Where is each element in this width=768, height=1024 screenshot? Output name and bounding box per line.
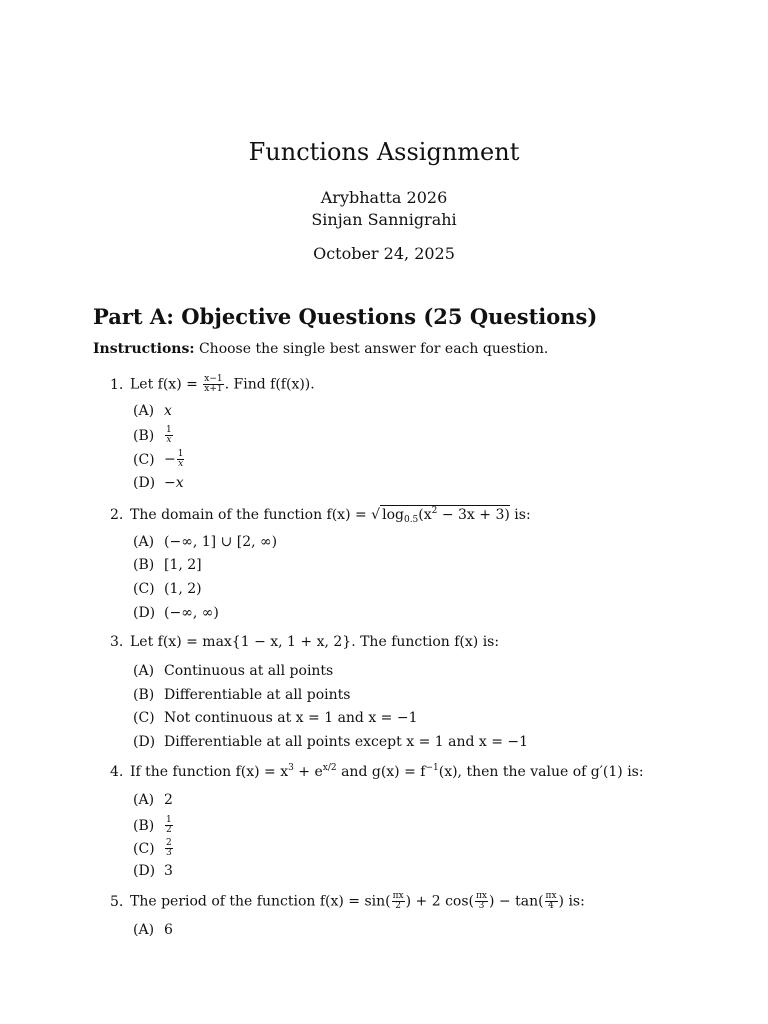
option-text: 3 xyxy=(164,863,173,879)
question-number: 1. xyxy=(110,376,124,393)
question-number: 5. xyxy=(110,893,124,910)
option-label: (C) xyxy=(133,581,155,597)
option-label: (D) xyxy=(133,863,156,879)
option-3d xyxy=(133,734,528,750)
option-text: Not continuous at x = 1 and x = −1 xyxy=(164,710,418,726)
fraction xyxy=(203,375,223,394)
log-argument: (x xyxy=(418,507,432,523)
log-argument-rest: − 3x + 3) xyxy=(437,507,510,523)
exponent: x/2 xyxy=(322,763,337,773)
section-heading: Part A: Objective Questions (25 Questions) xyxy=(93,304,598,329)
option-label: (B) xyxy=(133,557,155,573)
option-text: Differentiable at all points xyxy=(164,687,351,703)
question-number: 4. xyxy=(110,764,124,780)
log-base: 0.5 xyxy=(403,515,419,525)
option-label: (D) xyxy=(133,734,156,750)
option-label: (D) xyxy=(133,605,156,621)
fraction-numerator: πx xyxy=(392,891,404,901)
option-3c xyxy=(133,710,418,726)
fraction xyxy=(165,839,173,858)
question-text: Let f(x) = max{1 − x, 1 + x, 2}. The function f(x) is: xyxy=(130,634,500,650)
fraction-denominator: x+1 xyxy=(204,384,223,394)
question-text-part: + e xyxy=(293,764,323,780)
question-text-part: ) + 2 cos( xyxy=(405,893,474,910)
option-text: Continuous at all points xyxy=(164,663,334,679)
question-text-end: (x), then the value of g′(1) is: xyxy=(438,764,644,780)
option-1a xyxy=(133,403,172,419)
question-text-end: ) is: xyxy=(558,893,585,910)
option-text: 2 xyxy=(164,792,173,808)
exponent: −1 xyxy=(425,763,439,773)
fraction-denominator: 2 xyxy=(395,901,401,911)
fraction xyxy=(165,426,173,445)
option-4d xyxy=(133,863,173,879)
option-label: (D) xyxy=(133,475,156,491)
fraction-denominator: 2 xyxy=(166,825,172,835)
option-text: −x xyxy=(164,475,184,491)
square-root xyxy=(380,505,510,525)
option-text: Differentiable at all points except x = 1 and x = −1 xyxy=(164,734,529,750)
option-2c xyxy=(133,581,202,597)
option-text: x xyxy=(164,403,172,419)
fraction-denominator: 4 xyxy=(548,901,554,911)
option-prefix: − xyxy=(164,451,176,468)
question-text: The domain of the function f(x) = √ xyxy=(130,507,381,523)
question-5 xyxy=(110,892,585,911)
author-affiliation: Arybhatta 2026 xyxy=(320,188,448,207)
option-label: (A) xyxy=(133,403,155,419)
question-text-end: . Find f(f(x)). xyxy=(224,376,315,393)
option-3a xyxy=(133,663,333,679)
fraction-numerator: πx xyxy=(476,891,487,901)
fraction-numerator: 2 xyxy=(166,838,172,848)
option-label: (A) xyxy=(133,792,155,808)
option-text: 6 xyxy=(164,922,173,938)
option-text: (−∞, 1] ∪ [2, ∞) xyxy=(164,534,278,550)
option-text: [1, 2] xyxy=(164,557,202,573)
option-2b xyxy=(133,557,202,573)
option-label: (B) xyxy=(133,427,155,444)
fraction xyxy=(177,450,185,469)
option-text: (−∞, ∞) xyxy=(164,605,219,621)
option-label: (C) xyxy=(133,710,155,726)
question-text: If the function f(x) = x xyxy=(130,764,289,780)
exponent: 2 xyxy=(431,506,438,516)
exponent: 3 xyxy=(288,763,294,773)
fraction xyxy=(475,892,488,911)
fraction xyxy=(392,892,405,911)
fraction-denominator: x xyxy=(178,459,184,469)
option-1c xyxy=(133,450,185,469)
option-text: (1, 2) xyxy=(164,581,202,597)
instructions-text: Choose the single best answer for each question. xyxy=(198,341,549,357)
question-4 xyxy=(110,763,644,780)
option-2a xyxy=(133,534,277,550)
question-text-part: ) − tan( xyxy=(489,893,544,910)
fraction xyxy=(165,816,173,835)
option-4c xyxy=(133,839,174,858)
question-text-end: is: xyxy=(509,507,531,523)
document-title: Functions Assignment xyxy=(248,138,520,166)
question-1 xyxy=(110,375,315,394)
fraction-numerator: 1 xyxy=(177,449,184,459)
question-text: The period of the function f(x) = sin( xyxy=(130,893,391,910)
option-label: (C) xyxy=(133,451,155,468)
fraction-numerator: πx xyxy=(545,891,557,901)
option-label: (B) xyxy=(133,687,155,703)
question-3 xyxy=(110,634,499,650)
author-name: Sinjan Sannigrahi xyxy=(311,210,457,229)
option-label: (C) xyxy=(133,840,155,857)
fraction-numerator: 1 xyxy=(166,425,172,435)
instructions-label: Instructions: xyxy=(93,341,195,357)
fraction-numerator: x−1 xyxy=(204,374,223,384)
fraction xyxy=(545,892,558,911)
option-4b xyxy=(133,816,174,835)
option-label: (A) xyxy=(133,922,155,938)
option-3b xyxy=(133,687,350,703)
option-2d xyxy=(133,605,219,621)
log-text: log xyxy=(382,507,404,523)
question-number: 2. xyxy=(110,507,124,523)
fraction-denominator: 3 xyxy=(166,848,172,858)
option-1b xyxy=(133,426,174,445)
fraction-denominator: 3 xyxy=(478,901,485,911)
option-1d xyxy=(133,475,184,491)
option-label: (A) xyxy=(133,534,155,550)
option-4a xyxy=(133,792,173,808)
fraction-numerator: 1 xyxy=(166,815,172,825)
question-text: Let f(x) = xyxy=(130,376,203,393)
question-number: 3. xyxy=(110,634,124,650)
option-5a xyxy=(133,922,173,938)
question-text-part: and g(x) = f xyxy=(336,764,426,780)
fraction-denominator: x xyxy=(166,435,172,445)
document-date: October 24, 2025 xyxy=(313,244,455,263)
option-label: (A) xyxy=(133,663,155,679)
question-2 xyxy=(110,505,531,525)
instructions xyxy=(93,341,548,357)
option-label: (B) xyxy=(133,817,155,834)
